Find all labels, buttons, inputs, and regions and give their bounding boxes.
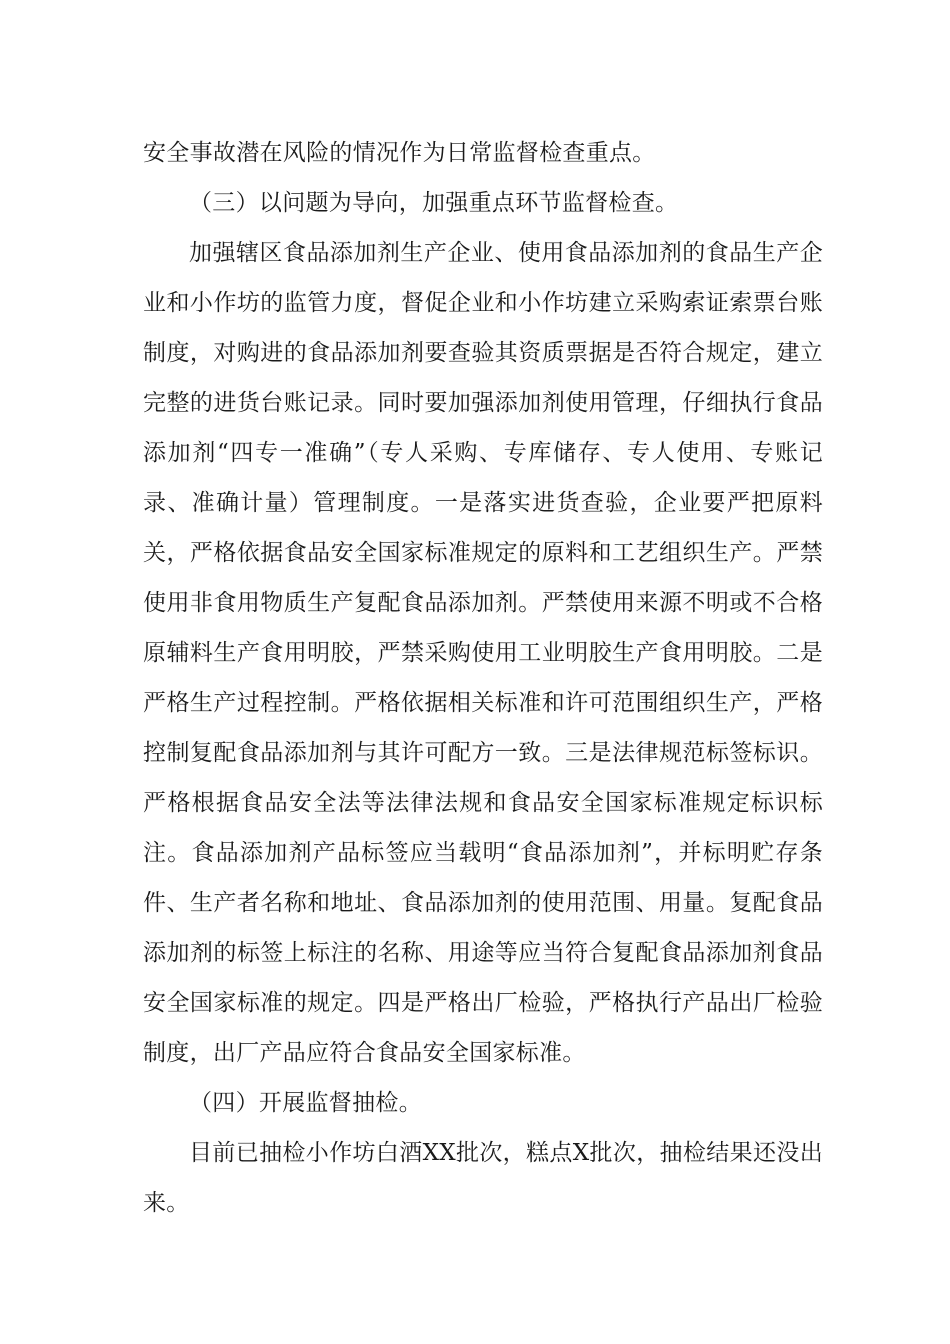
section-heading-three: （三）以问题为导向，加强重点环节监督检查。: [189, 190, 679, 216]
paragraph-sampling-status: 目前已抽检小作坊白酒XX批次，糕点X批次，抽检结果还没出来。: [143, 1140, 823, 1216]
paragraph-additive-supervision: 加强辖区食品添加剂生产企业、使用食品添加剂的食品生产企业和小作坊的监管力度，督促企业和小作坊建立采购索证索票台账制度，对购进的食品添加剂要查验其资质票据是否符合规定，建立完整的进货台账记录。同时要加强添加剂使用管理，仔细执行食品添加剂“四专一准确”（专人采购、专库储存、专人使用、专账记录、准确计量）管理制度。一是落实进货查验，企业要严把原料关，严格依据食品安全国家标准规定的原料和工艺组织生产。严禁使用非食用物质生产复配食品添加剂。严禁使用来源不明或不合格原辅料生产食用明胶，严禁采购使用工业明胶生产食用明胶。二是严格生产过程控制。严格依据相关标准和许可范围组织生产，严格控制复配食品添加剂与其许可配方一致。三是法律规范标签标识。严格根据食品安全法等法律法规和食品安全国家标准规定标识标注。食品添加剂产品标签应当载明“食品添加剂”，并标明贮存条件、生产者名称和地址、食品添加剂的使用范围、用量。复配食品添加剂的标签上标注的名称、用途等应当符合复配食品添加剂食品安全国家标准的规定。四是严格出厂检验，严格执行产品出厂检验制度，出厂产品应符合食品安全国家标准。: [143, 240, 823, 1066]
paragraph-continuation: 安全事故潜在风险的情况作为日常监督检查重点。: [143, 140, 656, 166]
document-body: [143, 128, 823, 1228]
section-heading-four: （四）开展监督抽检。: [189, 1090, 422, 1116]
